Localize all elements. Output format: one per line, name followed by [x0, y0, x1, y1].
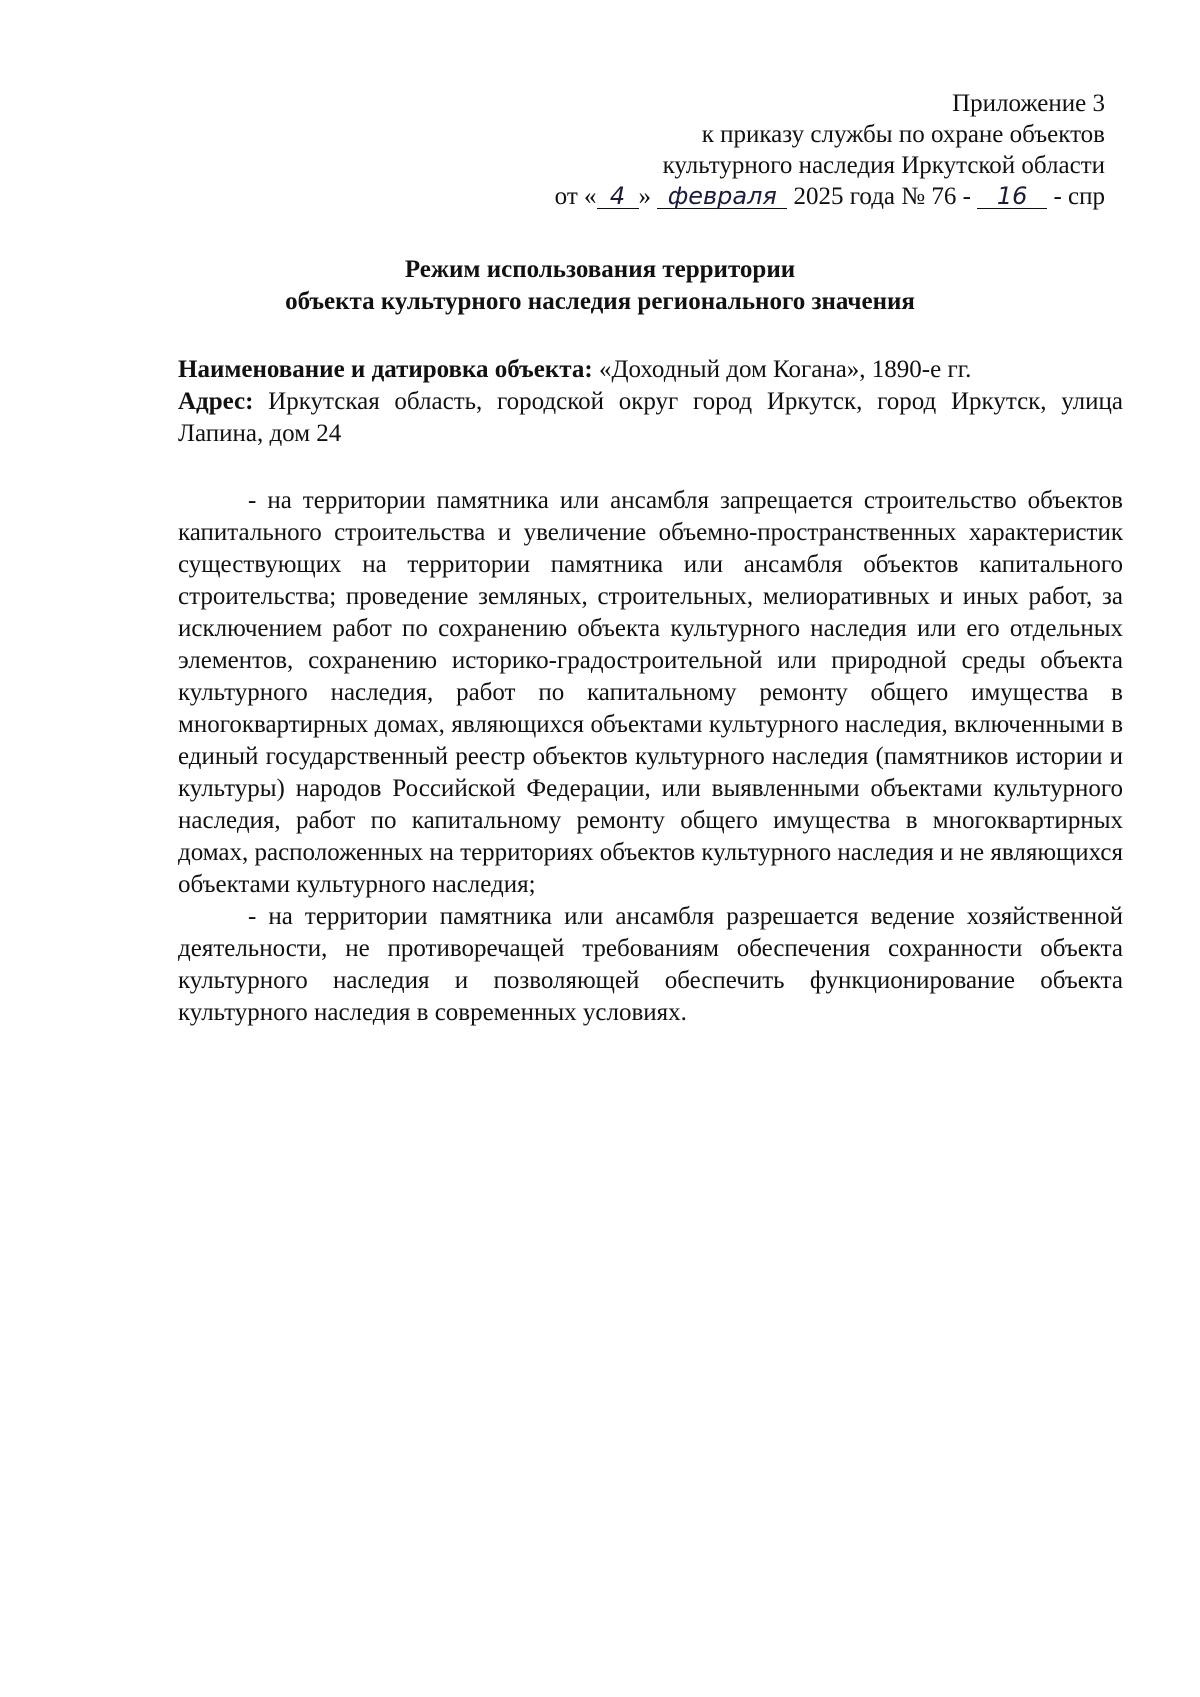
- object-address-label: Адрес:: [178, 388, 254, 415]
- appendix-number: Приложение 3: [952, 90, 1105, 117]
- title-line-2: объекта культурного наследия регионального значения: [285, 288, 915, 315]
- object-name-value: «Доходный дом Когана», 1890-е гг.: [598, 356, 972, 383]
- date-prefix: от «: [554, 183, 597, 210]
- object-address-value: Иркутская область, городской округ город Иркутск, город Иркутск, улица Лапина, дом 24: [178, 388, 1124, 447]
- object-address-row: [178, 386, 1123, 450]
- title-line-1: Режим использования территории: [404, 256, 796, 283]
- document-title: [0, 254, 1200, 318]
- date-quote-close: »: [638, 183, 652, 210]
- object-details: [178, 354, 1123, 450]
- object-name-label: Наименование и датировка объекта:: [178, 356, 593, 383]
- handwritten-month: февраля: [657, 184, 787, 209]
- object-name-row: [178, 354, 1123, 386]
- order-suffix: - спр: [1053, 183, 1105, 210]
- appendix-order-ref: к приказу службы по охране объектов: [701, 121, 1105, 148]
- permission-paragraph: - на территории памятника или ансамбля разрешается ведение хозяйственной деятельности, не противоречащей требованиям обеспечения сохранности объекта культурного наследия и позволяющей обеспечить функционирование объекта культурного наследия в современных условиях.: [178, 903, 1123, 1026]
- year-and-order: 2025 года № 76 -: [793, 183, 971, 210]
- appendix-header: [555, 88, 1105, 212]
- handwritten-day: 4: [597, 184, 639, 209]
- handwritten-order-number: 16: [977, 184, 1047, 209]
- regime-body: [178, 485, 1123, 1029]
- prohibition-paragraph: - на территории памятника или ансамбля запрещается строительство объектов капитального строительства и увеличение объемно-пространственных характеристик существующих на территории памятника или ансамбля объектов капитального строительства; проведение земляных, строительных, мелиоративных и иных работ, за исключением работ по сохранению объекта культурного наследия или его отдельных элементов, сохранению историко-градостроительной или природной среды объекта культурного наследия, работ по капитальному ремонту общего имущества в многоквартирных домах, являющихся объектами культурного наследия, включенными в единый государственный реестр объектов культурного наследия (памятников истории и культуры) народов Российской Федерации, или выявленными объектами культурного наследия, работ по капитальному ремонту общего имущества в многоквартирных домах, расположенных на территориях объектов культурного наследия и не являющихся объектами культурного наследия;: [178, 487, 1123, 898]
- order-date-line: [555, 181, 1105, 212]
- appendix-authority: культурного наследия Иркутской области: [662, 152, 1105, 179]
